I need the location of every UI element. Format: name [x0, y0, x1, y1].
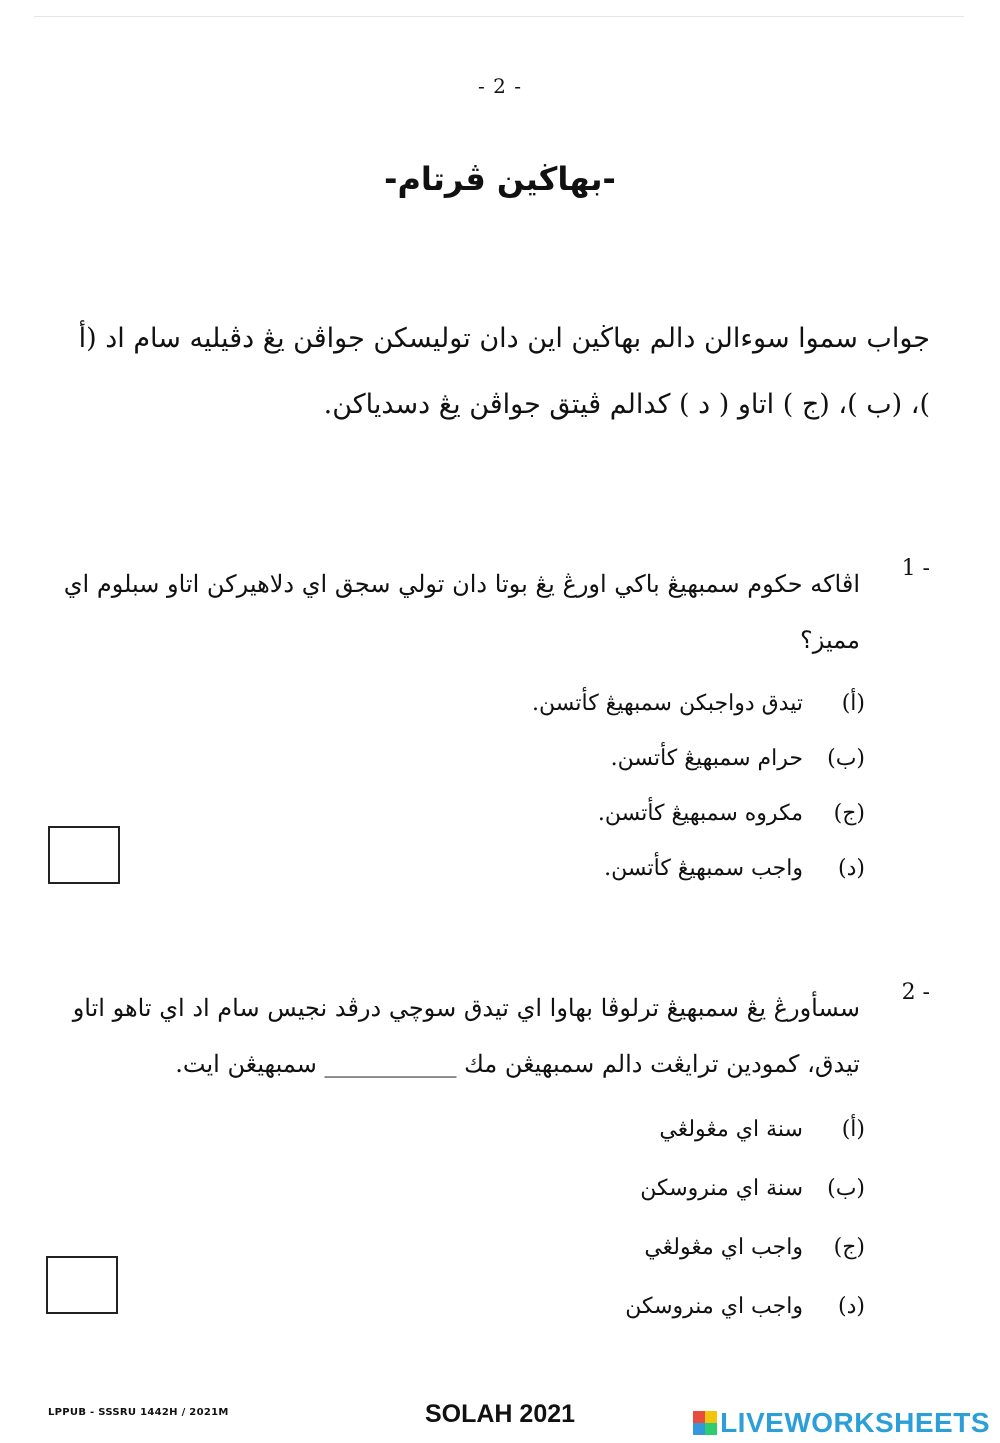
option-d [60, 841, 865, 896]
question-number: 2 - [901, 980, 930, 1005]
option-text: واجب اي منروسكن [625, 1294, 803, 1319]
footer-session: SOLAH 2021 [424, 1400, 576, 1428]
footer-code: LPPUB - SSSRU 1442H / 2021M [48, 1407, 229, 1418]
option-b [60, 1159, 865, 1218]
question-2 [60, 980, 930, 1336]
option-text: واجب اي مڠولڠي [644, 1235, 803, 1260]
option-label: (أ) [841, 1117, 865, 1142]
question-number: 1 - [901, 556, 930, 581]
option-label: (ب) [827, 1176, 865, 1201]
brand-name: LIVEWORKSHEETS [720, 1407, 990, 1438]
question-stem: سسأورڠ يڠ سمبهيڠ ترلوڤا بهاوا اي تيدق سوچي درڤد نجيس سام اد اي تاهو اتاو تيدق، كمودين ترايڠت دالم سمبهيڠن مك ___________ سمبهيڠن ايت. [72, 994, 860, 1078]
option-label: (ج) [833, 1235, 865, 1260]
option-text: مكروه سمبهيڠ كأتسن. [597, 801, 803, 826]
option-a [60, 1100, 865, 1159]
section-title: -بهاڬين ڤرتام- [384, 160, 616, 198]
option-label: (أ) [841, 691, 865, 716]
option-text: واجب سمبهيڠ كأتسن. [604, 856, 803, 881]
option-a [60, 676, 865, 731]
liveworksheets-logo[interactable] [693, 1408, 990, 1438]
option-text: تيدق دواجبكن سمبهيڠ كأتسن. [532, 691, 803, 716]
answer-box-2[interactable] [46, 1256, 118, 1314]
option-list [60, 676, 865, 896]
answer-box-1[interactable] [48, 826, 120, 884]
icon-tile [705, 1411, 717, 1423]
option-list [60, 1100, 865, 1336]
option-c [60, 786, 865, 841]
instructions: جواب سموا سوءالن دالم بهاڬين اين دان توليسكن جواڤن يڠ دڤيليه سام اد (أ )، (ب )، (ج ) اتاو ( د ) كدالم ڤيتق جواڤن يڠ دسدياكن. [78, 323, 930, 420]
option-d [60, 1277, 865, 1336]
top-divider [34, 16, 964, 17]
question-stem: اڤاكه حكوم سمبهيڠ باكي اورڠ يڠ بوتا دان تولي سجق اي دلاهيركن اتاو سبلوم اي مميز؟ [63, 570, 860, 654]
option-text: سنة اي منروسكن [640, 1176, 803, 1201]
option-label: (د) [838, 1294, 865, 1319]
option-label: (ج) [833, 801, 865, 826]
icon-tile [693, 1411, 705, 1423]
page-number: - 2 - [478, 74, 522, 98]
option-b [60, 731, 865, 786]
icon-tile [693, 1423, 705, 1435]
option-text: حرام سمبهيڠ كأتسن. [610, 746, 803, 771]
option-label: (د) [838, 856, 865, 881]
icon-tile [705, 1423, 717, 1435]
option-c [60, 1218, 865, 1277]
option-label: (ب) [827, 746, 865, 771]
question-1 [60, 556, 930, 896]
liveworksheets-icon [693, 1411, 717, 1435]
option-text: سنة اي مڠولڠي [659, 1117, 803, 1142]
